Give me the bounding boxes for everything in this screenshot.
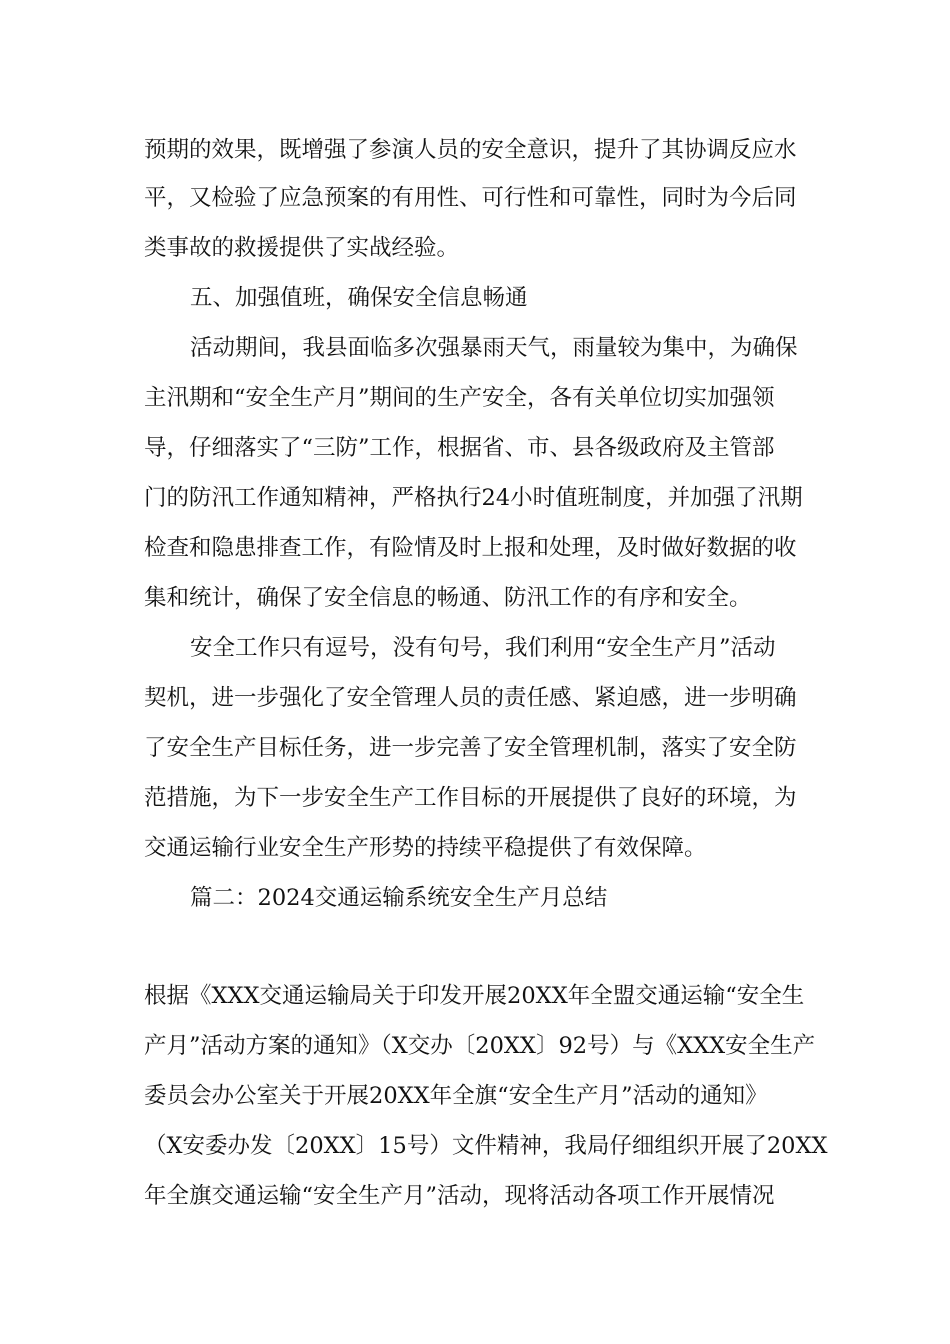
text-line-12: 契机，进一步强化了安全管理人员的责任感、紧迫感，进一步明确 [144,685,797,711]
text-line-14: 范措施，为下一步安全生产工作目标的开展提供了良好的环境，为 [144,785,797,811]
section-heading-5: 五、加强值班，确保安全信息畅通 [190,285,528,311]
text-line-20: （X安委办发〔20XX〕15号）文件精神，我局仔细组织开展了20XX [144,1133,828,1159]
text-line-15: 交通运输行业安全生产形势的持续平稳提供了有效保障。 [144,835,707,861]
text-line-10: 集和统计，确保了安全信息的畅通、防汛工作的有序和安全。 [144,585,752,611]
text-line-3: 类事故的救援提供了实战经验。 [144,235,460,261]
text-line-2: 平，又检验了应急预案的有用性、可行性和可靠性，同时为今后同 [144,185,797,211]
text-line-9: 检查和隐患排查工作，有险情及时上报和处理，及时做好数据的收 [144,535,797,561]
part-two-title: 篇二：2024交通运输系统安全生产月总结 [190,885,608,911]
text-line-7: 导，仔细落实了“三防”工作，根据省、市、县各级政府及主管部 [144,435,775,461]
text-line-8: 门的防汛工作通知精神，严格执行24小时值班制度，并加强了汛期 [144,485,803,511]
text-line-21: 年全旗交通运输“安全生产月”活动，现将活动各项工作开展情况 [144,1183,775,1209]
text-line-1: 预期的效果，既增强了参演人员的安全意识，提升了其协调反应水 [144,137,797,163]
text-line-18: 产月”活动方案的通知》（X交办〔20XX〕92号）与《XXX安全生产 [144,1033,816,1059]
text-line-19: 委员会办公室关于开展20XX年全旗“安全生产月”活动的通知》 [144,1083,768,1109]
text-line-6: 主汛期和“安全生产月”期间的生产安全，各有关单位切实加强领 [144,385,775,411]
text-line-13: 了安全生产目标任务，进一步完善了安全管理机制，落实了安全防 [144,735,797,761]
text-line-11: 安全工作只有逗号，没有句号，我们利用“安全生产月”活动 [190,635,776,661]
text-line-17: 根据《XXX交通运输局关于印发开展20XX年全盟交通运输“安全生 [144,983,805,1009]
text-line-5: 活动期间，我县面临多次强暴雨天气，雨量较为集中，为确保 [190,335,798,361]
